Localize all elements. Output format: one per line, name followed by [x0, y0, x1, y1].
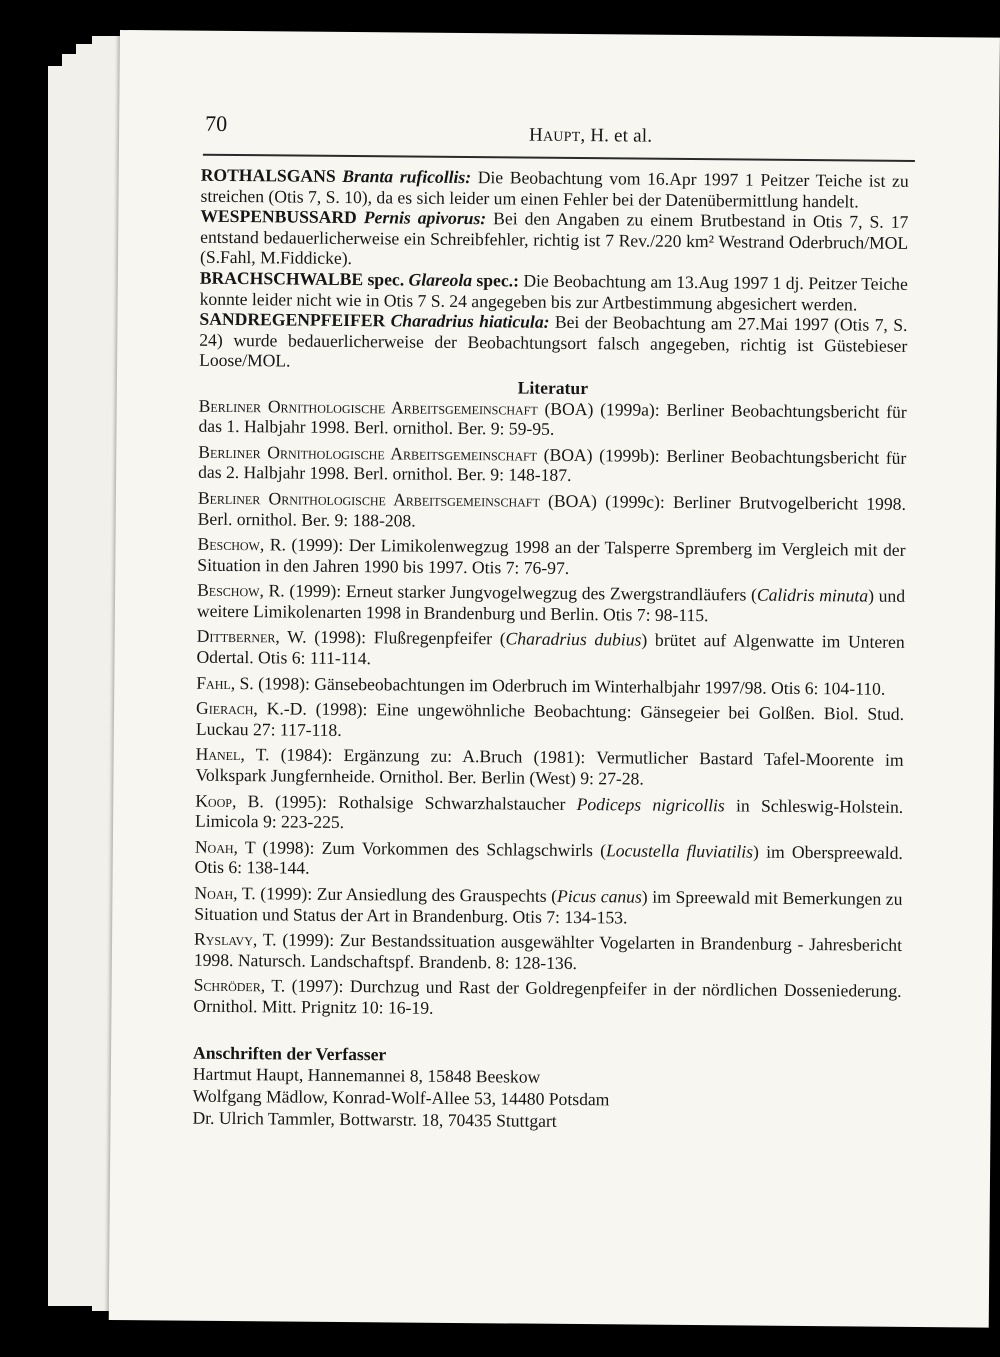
latin-name: Pernis apivorus:	[363, 207, 487, 229]
running-header-tail: , H. et al.	[580, 125, 653, 147]
correction-entry	[200, 206, 909, 274]
reference-entry	[195, 836, 903, 883]
reference-author: Hanel	[195, 744, 241, 765]
reference-text: , R. (1999): Erneut starker Jungvogelwegzug des Zwergstrandläufers (	[259, 580, 757, 605]
page-number: 70	[205, 110, 228, 136]
reference-author: Noah	[194, 836, 234, 857]
reference-entry	[195, 744, 903, 791]
author-address: Wolfgang Mädlow, Konrad-Wolf-Allee 53, 14480 Potsdam	[192, 1085, 610, 1110]
reference-text: , S. (1998): Gänsebeobachtungen im Oderbruch im Winterhalbjahr 1997/98. Otis 6: 104-110.	[230, 672, 886, 699]
reference-entry	[197, 534, 905, 581]
latin-name: Glareola	[408, 269, 473, 291]
authors-heading: Anschriften der Verfasser	[192, 1042, 387, 1064]
reference-author: Schröder	[193, 975, 261, 996]
reference-species: Podiceps nigricollis	[576, 793, 725, 815]
reference-author: Berliner Ornithologische Arbeitsgemeinschaft	[198, 395, 538, 419]
reference-entry	[198, 441, 906, 488]
reference-entry	[198, 395, 906, 442]
species-name: SANDREGENPFEIFER	[199, 308, 386, 331]
author-address: Dr. Ulrich Tammler, Bottwarstr. 18, 70435 Stuttgart	[192, 1107, 557, 1132]
reference-species: Locustella fluviatilis	[605, 840, 754, 862]
reference-author: Berliner Ornithologische Arbeitsgemeinschaft	[197, 487, 540, 511]
reference-text-end: ) brütet auf Algenwatte im Unteren Odertal. Otis 6: 111-114.	[196, 630, 905, 669]
reference-species: Calidris minuta	[756, 584, 869, 606]
reference-text: , R. (1999): Der Limikolenwegzug 1998 an der Talsperre Spremberg im Vergleich mit der Situation in den Jahren 1990 bis 1997. Otis 7: 76-97.	[197, 534, 906, 578]
reference-author: Noah	[194, 882, 234, 904]
reference-author: Gierach	[195, 697, 254, 719]
latin-name: Charadrius hiaticula:	[390, 310, 550, 332]
author-address: Hartmut Haupt, Hannemannei 8, 15848 Beeskow	[192, 1063, 541, 1087]
reference-text: (BOA) (1999b): Berliner Beobachtungsbericht für das 2. Halbjahr 1998. Berl. ornithol. Ber. 9: 148-187.	[198, 444, 907, 486]
correction-text: Die Beobachtung vom 16.Apr 1997 1 Peitzer Teiche ist zu streichen (Otis 7, S. 10), da es sich leider um einen Fehler bei der Datenübermittlung handelt.	[200, 167, 909, 212]
page-content	[192, 165, 908, 1135]
reference-author: Dittberner	[196, 626, 276, 647]
reference-author: Berliner Ornithologische Arbeitsgemeinschaft	[198, 441, 538, 465]
reference-author: Fahl	[196, 672, 231, 693]
reference-text: , T. (1999): Zur Bestandssituation ausgewählter Vogelarten in Brandenburg - Jahresbericht 1998. Natursch. Landschaftspf. Brandenb. 8: 128-136.	[193, 929, 903, 973]
reference-text: , T. (1997): Durchzug und Rast der Goldregenpfeifer in der nördlichen Dosseniederung. Ornithol. Mitt. Prignitz 10: 16-19.	[193, 975, 902, 1018]
reference-text: , T (1998): Zum Vorkommen des Schlagschwirls (	[233, 836, 607, 861]
correction-text: Die Beobachtung am 13.Aug 1997 1 dj. Peitzer Teiche konnte leider nicht wie in Otis 7 S. 24 angegeben bis zur Artbestimmung abgesichert werden.	[199, 270, 908, 315]
reference-text: , B. (1995): Rothalsige Schwarzhalstaucher	[231, 790, 577, 814]
reference-entry	[196, 672, 904, 699]
reference-author: Beschow	[197, 579, 260, 601]
header-rule	[203, 154, 915, 162]
reference-text-end: ) im Oberspreewald. Otis 6: 138-144.	[194, 841, 903, 879]
reference-entry	[195, 790, 903, 837]
correction-text: Bei der Beobachtung am 27.Mai 1997 (Otis 7, S. 24) wurde bedauerlicherweise der Beobachtungsort falsch angegeben, richtig ist Güstebieser Loose/MOL.	[199, 311, 908, 371]
reference-entry	[194, 883, 902, 930]
reference-entry	[196, 626, 904, 673]
latin-name: Branta ruficollis:	[342, 165, 472, 188]
reference-entry	[198, 488, 906, 535]
correction-entry	[200, 165, 908, 212]
reference-text: (BOA) (1999a): Berliner Beobachtungsbericht für das 1. Halbjahr 1998. Berl. ornithol. Ber. 9: 59-95.	[198, 398, 907, 439]
reference-species: Charadrius dubius	[505, 628, 642, 651]
reference-text: , T. (1984): Ergänzung zu: A.Bruch (1981): Vermutlicher Bastard Tafel-Moorente im Volkspark Jungfernheide. Ornithol. Ber. Berlin (West) 9: 27-28.	[195, 744, 904, 789]
literature-heading: Literatur	[517, 377, 589, 399]
reference-text: (BOA) (1999c): Berliner Brutvogelbericht 1998. Berl. ornithol. Ber. 9: 188-208.	[197, 490, 906, 531]
correction-entry	[199, 309, 908, 377]
reference-entry	[193, 975, 901, 1022]
latin-suffix: spec.:	[471, 270, 520, 291]
reference-entry	[197, 580, 905, 627]
correction-entry	[200, 268, 908, 315]
reference-text-end: in Schleswig-Holstein. Limicola 9: 223-225.	[195, 794, 904, 833]
reference-text: , T. (1999): Zur Ansiedlung des Grauspechts (	[233, 883, 558, 906]
correction-text: Bei den Angaben zu einem Brutbestand in Otis 7, S. 17 entstand bedauerlicherweise ein Schreibfehler, richtig ist 7 Rev./220 km² Westrand Oderbruch/MOL (S.Fahl, M.Fiddicke).	[199, 208, 909, 269]
reference-text-end: ) im Spreewald mit Bemerkungen zu Situation und Status der Art in Brandenburg. Otis 7: 134-153.	[194, 886, 903, 928]
reference-author: Beschow	[197, 533, 261, 555]
running-header	[529, 125, 652, 148]
reference-entry	[194, 929, 902, 976]
running-header-smallcaps: AUPT	[542, 129, 581, 146]
reference-species: Picus canus	[557, 885, 642, 907]
reference-author: Koop	[195, 790, 233, 811]
reference-text-end: ) und weitere Limikolenarten 1998 in Brandenburg und Berlin. Otis 7: 98-115.	[196, 585, 906, 626]
species-name: BRACHSCHWALBE spec.	[199, 267, 405, 290]
reference-entry	[196, 698, 904, 745]
reference-text: , W. (1998): Flußregenpfeifer (	[275, 626, 506, 649]
species-name: WESPENBUSSARD	[200, 205, 357, 228]
running-header-initial: H	[529, 124, 544, 146]
document-page	[109, 30, 1000, 1328]
reference-text: , K.-D. (1998): Eine ungewöhnliche Beobachtung: Gänsegeier bei Golßen. Biol. Stud. Luckau 27: 117-118.	[195, 698, 905, 740]
species-name: ROTHALSGANS	[200, 164, 336, 186]
reference-author: Ryslavy	[193, 928, 254, 950]
